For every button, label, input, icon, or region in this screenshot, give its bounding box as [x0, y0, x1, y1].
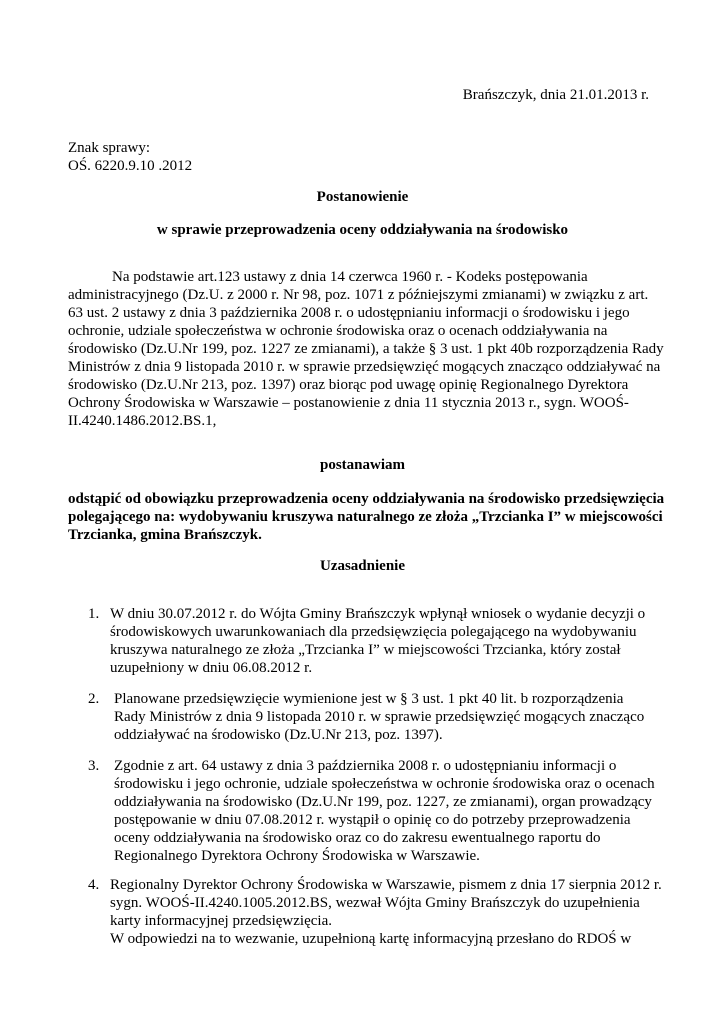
- list-item-body: [114, 757, 655, 865]
- decision-heading: postanawiam: [319, 457, 405, 473]
- intro-paragraph: [68, 268, 664, 430]
- list-item-body: [110, 876, 662, 948]
- list-item-line: oceny oddziaływania na środowisko oraz co do zakresu ewentualnego raportu do: [114, 830, 601, 846]
- list-item-line: oddziaływać na środowisko (Dz.U.Nr 213, poz. 1397).: [114, 727, 443, 743]
- list-item-body: [114, 690, 644, 744]
- list-item-line: Regionalnego Dyrektora Ochrony Środowiska w Warszawie.: [114, 848, 480, 864]
- list-item-number: 3.: [88, 758, 100, 774]
- list-item-line: Planowane przedsięwzięcie wymienione jest w § 3 ust. 1 pkt 40 lit. b rozporządzenia: [114, 691, 624, 707]
- list-item-line: Regionalny Dyrektor Ochrony Środowiska w Warszawie, pismem z dnia 17 sierpnia 2012 r.: [110, 877, 662, 893]
- list-item-line: kruszywa naturalnego ze złoża „Trzcianka I” w miejscowości Trzcianka, który został: [110, 642, 621, 658]
- intro-line: Ochrony Środowiska w Warszawie – postanowienie z dnia 11 stycznia 2013 r., sygn. WOOŚ-: [68, 395, 629, 411]
- decision-text: [68, 490, 668, 544]
- list-item-line: Rady Ministrów z dnia 9 listopada 2010 r. w sprawie przedsięwzięć mogących znacząco: [114, 709, 645, 725]
- list-item-line: środowisku i jego ochronie, udziale społeczeństwa w ochronie środowiska oraz o ocenach: [114, 776, 655, 792]
- document-title: Postanowienie: [316, 189, 409, 205]
- intro-line: środowisko (Dz.U.Nr 199, poz. 1227 ze zmianami), a także § 3 ust. 1 pkt 40b rozporządzenia Rady: [68, 341, 664, 357]
- case-number: OŚ. 6220.9.10 .2012: [68, 158, 193, 174]
- intro-line: II.4240.1486.2012.BS.1,: [68, 413, 217, 429]
- list-item-line: uzupełniony w dniu 06.08.2012 r.: [110, 660, 313, 676]
- list-item-line: środowiskowych uwarunkowaniach dla przedsięwzięcia polegającego na wydobywaniu: [110, 624, 637, 640]
- intro-line: środowisko (Dz.U.Nr 213, poz. 1397) oraz biorąc pod uwagę opinię Regionalnego Dyrektora: [68, 377, 629, 393]
- document-subtitle: w sprawie przeprowadzenia oceny oddziaływania na środowisko: [156, 222, 569, 238]
- list-item-number: 1.: [88, 606, 100, 622]
- list-item-line: Zgodnie z art. 64 ustawy z dnia 3 października 2008 r. o udostępnianiu informacji o: [114, 758, 617, 774]
- intro-line: administracyjnego (Dz.U. z 2000 r. Nr 98, poz. 1071 z późniejszymi zmianami) w związku z art.: [68, 287, 649, 303]
- intro-line: ochronie, udziale społeczeństwa w ochronie środowiska oraz o ocenach oddziaływania na: [68, 323, 608, 339]
- intro-line: Na podstawie art.123 ustawy z dnia 14 czerwca 1960 r. - Kodeks postępowania: [112, 269, 588, 285]
- list-item-body: [110, 605, 645, 677]
- list-item-line: postępowanie w dniu 07.08.2012 r. wystąpił o opinię co do potrzeby przeprowadzenia: [114, 812, 631, 828]
- decision-line: Trzcianka, gmina Brańszczyk.: [68, 527, 262, 543]
- list-item-number: 2.: [88, 691, 100, 707]
- intro-line: 63 ust. 2 ustawy z dnia 3 października 2008 r. o udostępnianiu informacji o środowisku i jego: [68, 305, 630, 321]
- decision-line: odstąpić od obowiązku przeprowadzenia oceny oddziaływania na środowisko przedsięwzięcia: [68, 491, 665, 507]
- case-reference: [68, 139, 192, 175]
- intro-line: Ministrów z dnia 9 listopada 2010 r. w sprawie przedsięwzięć mogących znacząco oddziaływać na: [68, 359, 661, 375]
- list-item-number: 4.: [88, 877, 100, 893]
- justification-heading: Uzasadnienie: [319, 558, 405, 574]
- list-item-line: oddziaływania na środowisko (Dz.U.Nr 199, poz. 1227, ze zmianami), organ prowadzący: [114, 794, 652, 810]
- list-item-line: W dniu 30.07.2012 r. do Wójta Gminy Brańszczyk wpłynął wniosek o wydanie decyzji o: [110, 606, 646, 622]
- list-item-line: karty informacyjnej przedsięwzięcia.: [110, 913, 332, 929]
- decision-line: polegającego na: wydobywaniu kruszywa naturalnego ze złoża „Trzcianka I” w miejscowości: [68, 509, 663, 525]
- case-label: Znak sprawy:: [68, 140, 151, 156]
- place-date: Brańszczyk, dnia 21.01.2013 r.: [462, 87, 649, 103]
- list-item-line: W odpowiedzi na to wezwanie, uzupełnioną kartę informacyjną przesłano do RDOŚ w: [110, 931, 632, 947]
- list-item-line: sygn. WOOŚ-II.4240.1005.2012.BS, wezwał Wójta Gminy Brańszczyk do uzupełnienia: [110, 895, 640, 911]
